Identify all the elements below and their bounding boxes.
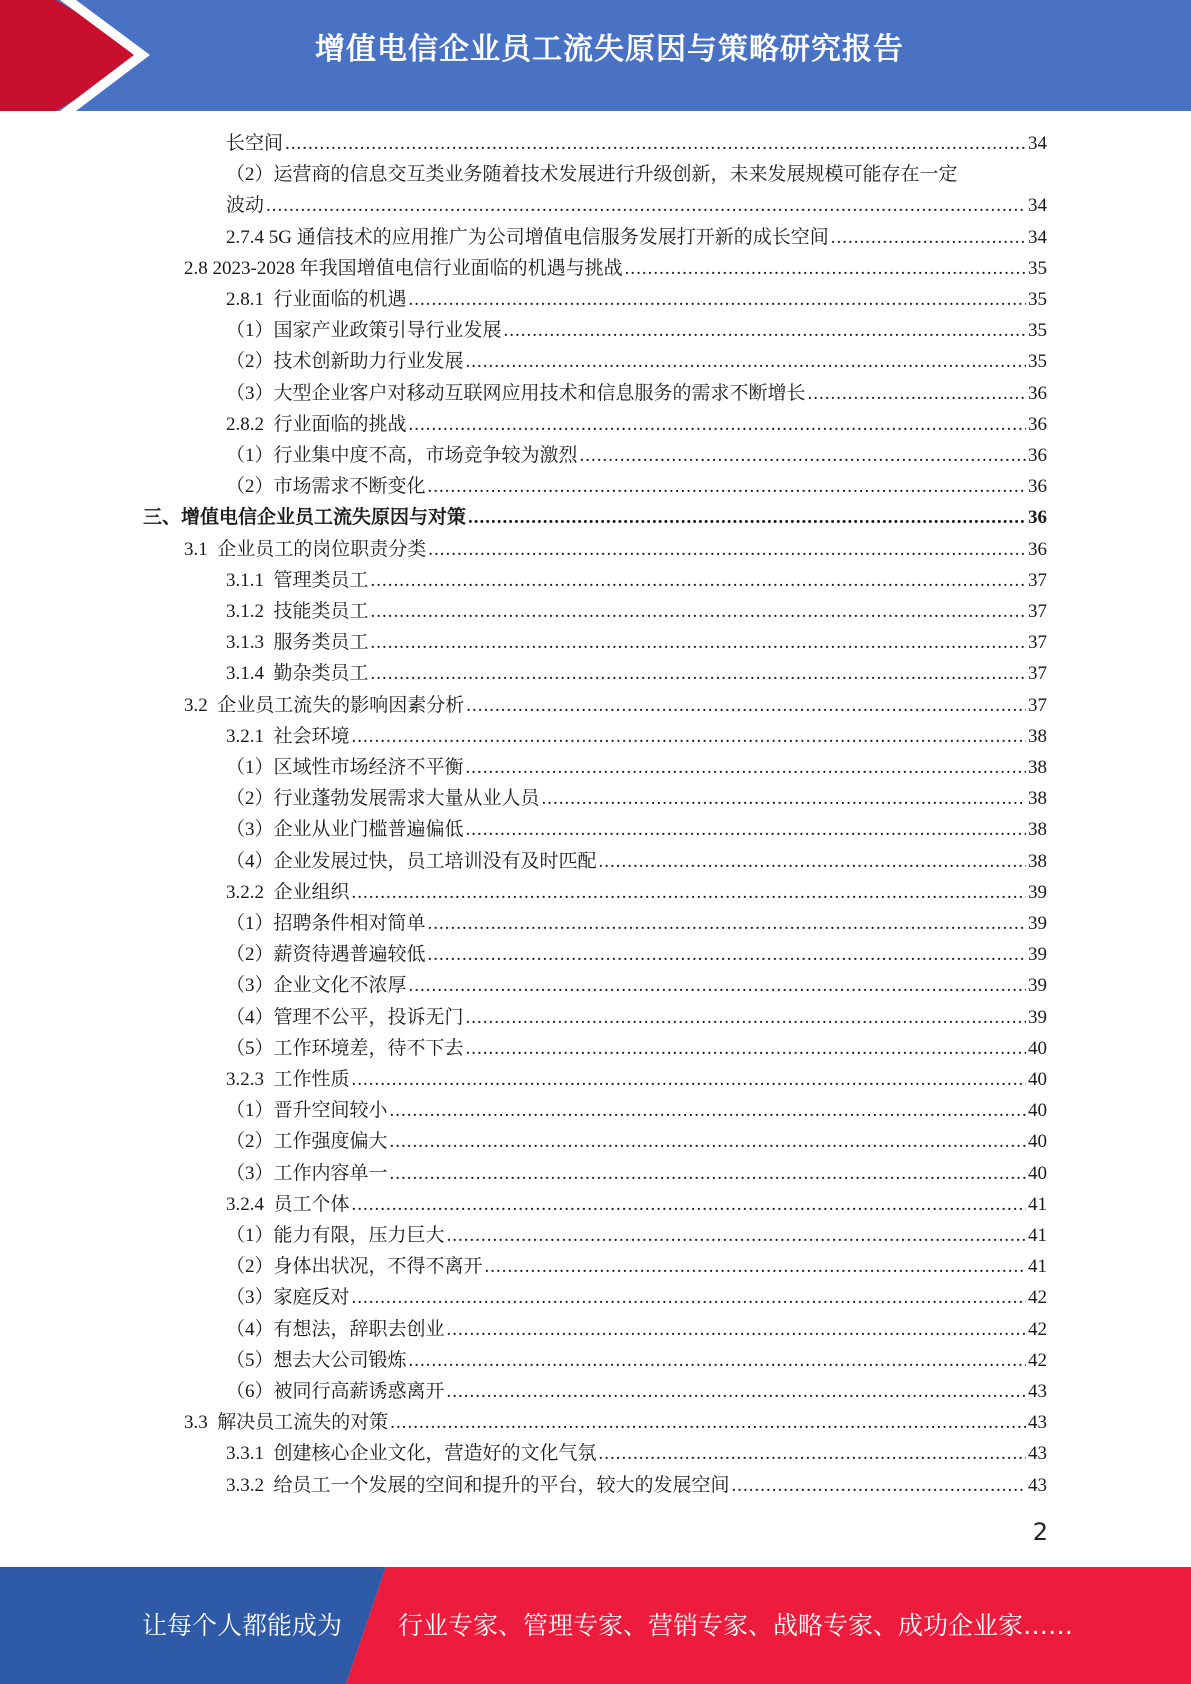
- toc-entry[interactable]: [184, 534, 1047, 565]
- toc-dot-leader: [580, 440, 1026, 471]
- toc-entry-title: 三、增值电信企业员工流失原因与对策: [143, 507, 467, 529]
- toc-entry-title: 管理类员工: [273, 569, 369, 591]
- toc-entry-title: 行业面临的挑战: [273, 413, 407, 435]
- toc-entry-title: （3）企业文化不浓厚: [226, 975, 407, 997]
- toc-entry-page: 39: [1028, 881, 1047, 903]
- page-number: 2: [1032, 1518, 1048, 1546]
- toc-entry-title: （2）运营商的信息交互类业务随着技术发展进行升级创新，未来发展规模可能存在一定: [226, 164, 958, 186]
- toc-entry-page: 37: [1028, 694, 1047, 716]
- toc-dot-leader: [466, 814, 1026, 845]
- toc-entry-title: 工作性质: [273, 1069, 350, 1090]
- toc-entry[interactable]: [226, 658, 1047, 689]
- toc-entry-number: 3.2: [184, 694, 218, 716]
- toc-dot-leader: [352, 1189, 1026, 1220]
- toc-entry[interactable]: [143, 502, 1047, 533]
- toc-entry-page: 38: [1028, 757, 1047, 778]
- toc-entry-page: 41: [1028, 1256, 1047, 1278]
- toc-dot-leader: [409, 409, 1026, 440]
- toc-entry-page: 42: [1028, 1287, 1047, 1309]
- toc-entry-title: （5）工作环境差，待不下去: [226, 1037, 464, 1059]
- toc-entry-number: 2.8.2: [226, 413, 274, 435]
- toc-entry-number: 2.8.1: [226, 289, 274, 310]
- toc-entry[interactable]: [226, 1314, 1047, 1345]
- toc-entry[interactable]: [226, 1376, 1047, 1407]
- toc-entry-title: （4）有想法，辞职去创业: [226, 1318, 445, 1340]
- toc-entry[interactable]: [226, 1002, 1047, 1033]
- toc-dot-leader: [428, 939, 1026, 970]
- toc-entry-page: 38: [1028, 850, 1047, 872]
- toc-entry-title: 企业员工的岗位职责分类: [217, 538, 427, 560]
- toc-entry-title: （1）行业集中度不高，市场竞争较为激烈: [226, 445, 578, 466]
- toc-entry-page: 34: [1028, 133, 1047, 154]
- toc-dot-leader: [371, 596, 1026, 627]
- toc-entry[interactable]: [226, 814, 1047, 845]
- toc-dot-leader: [352, 1282, 1026, 1313]
- toc-dot-leader: [428, 471, 1026, 502]
- toc-dot-leader: [468, 502, 1026, 533]
- toc-entry-title: （5）想去大公司锻炼: [226, 1349, 407, 1371]
- toc-dot-leader: [352, 1064, 1026, 1095]
- toc-entry-title: 行业面临的机遇: [273, 289, 407, 310]
- toc-entry-number: 3.2.1: [226, 725, 274, 747]
- toc-entry-number: 3.1.4: [226, 663, 274, 685]
- page-title: 增值电信企业员工流失原因与策略研究报告: [315, 32, 904, 67]
- toc-entry[interactable]: [226, 1345, 1047, 1376]
- toc-entry-number: 3.3.2: [226, 1474, 274, 1496]
- toc-dot-leader: [808, 378, 1026, 409]
- toc-entry-title: （2）工作强度偏大: [226, 1131, 388, 1153]
- toc-entry-page: 38: [1028, 819, 1047, 841]
- toc-entry[interactable]: [226, 190, 1047, 221]
- toc-dot-leader: [447, 1220, 1026, 1251]
- toc-entry-page: 34: [1028, 195, 1047, 217]
- toc-entry-title: 2.7.4 5G 通信技术的应用推广为公司增值电信服务发展打开新的成长空间: [226, 226, 829, 248]
- toc-entry-title: （2）行业蓬勃发展需求大量从业人员: [226, 788, 540, 810]
- toc-entry[interactable]: [226, 1282, 1047, 1313]
- toc-entry[interactable]: [226, 128, 1047, 159]
- toc-entry-number: 3.3.1: [226, 1443, 274, 1465]
- toc-entry-title: 服务类员工: [273, 632, 369, 654]
- toc-entry-page: 39: [1028, 975, 1047, 997]
- toc-entry-page: 38: [1028, 725, 1047, 747]
- toc-entry[interactable]: [226, 1126, 1047, 1157]
- toc-entry[interactable]: [226, 939, 1047, 970]
- toc-entry-title: （6）被同行高薪诱惑离开: [226, 1381, 445, 1402]
- toc-dot-leader: [447, 1376, 1026, 1407]
- toc-dot-leader: [371, 658, 1026, 689]
- toc-entry[interactable]: [226, 222, 1047, 253]
- toc-dot-leader: [390, 1407, 1026, 1438]
- toc-entry-page: 43: [1028, 1412, 1047, 1434]
- toc-entry[interactable]: [226, 627, 1047, 658]
- toc-entry[interactable]: [226, 1158, 1047, 1189]
- page-header: [0, 0, 1191, 111]
- toc-entry-title: 解决员工流失的对策: [217, 1412, 389, 1434]
- toc-entry-page: 36: [1028, 476, 1047, 498]
- toc-entry[interactable]: [226, 752, 1047, 783]
- toc-entry[interactable]: [226, 346, 1047, 377]
- toc-entry[interactable]: [226, 1033, 1047, 1064]
- toc-entry-title: 波动: [226, 195, 265, 217]
- toc-entry-title: 社会环境: [273, 725, 350, 747]
- toc-entry[interactable]: [226, 159, 1047, 190]
- toc-entry-page: 41: [1028, 1193, 1047, 1215]
- toc-dot-leader: [371, 627, 1026, 658]
- footer-slogan-left: 让每个人都能成为: [142, 1611, 343, 1640]
- toc-entry-page: 43: [1028, 1474, 1047, 1496]
- toc-entry-number: 3.1: [184, 538, 218, 560]
- toc-dot-leader: [285, 128, 1026, 159]
- toc-dot-leader: [599, 1438, 1026, 1469]
- toc-entry-title: （1）国家产业政策引导行业发展: [226, 320, 502, 342]
- toc-entry[interactable]: [226, 1095, 1047, 1126]
- toc-entry-page: 35: [1028, 351, 1047, 373]
- toc-dot-leader: [466, 690, 1026, 721]
- toc-entry-number: 3.2.4: [226, 1193, 274, 1215]
- toc-dot-leader: [447, 1314, 1026, 1345]
- toc-entry-page: 40: [1028, 1069, 1047, 1090]
- toc-dot-leader: [831, 222, 1026, 253]
- toc-dot-leader: [466, 1033, 1026, 1064]
- toc-dot-leader: [732, 1470, 1026, 1501]
- toc-entry-page: 41: [1028, 1225, 1047, 1246]
- toc-dot-leader: [542, 783, 1026, 814]
- toc-entry-page: 36: [1028, 413, 1047, 435]
- toc-entry[interactable]: [226, 877, 1047, 908]
- toc-entry-title: （1）能力有限，压力巨大: [226, 1225, 445, 1246]
- toc-entry-number: 3.1.2: [226, 601, 274, 622]
- toc-entry-page: 37: [1028, 632, 1047, 654]
- toc-entry-page: 34: [1028, 226, 1047, 248]
- toc-entry-title: 技能类员工: [273, 601, 369, 622]
- toc-entry-title: 创建核心企业文化，营造好的文化气氛: [273, 1443, 597, 1465]
- toc-dot-leader: [504, 315, 1026, 346]
- toc-entry[interactable]: [226, 315, 1047, 346]
- toc-entry-title: （2）身体出状况，不得不离开: [226, 1256, 483, 1278]
- toc-entry-number: 3.2.2: [226, 881, 274, 903]
- toc-entry[interactable]: [226, 565, 1047, 596]
- toc-dot-leader: [409, 1345, 1026, 1376]
- toc-dot-leader: [466, 1002, 1026, 1033]
- toc-entry-page: 37: [1028, 601, 1047, 622]
- toc-entry-title: （2）技术创新助力行业发展: [226, 351, 464, 373]
- toc-dot-leader: [409, 284, 1026, 315]
- toc-entry[interactable]: [226, 409, 1047, 440]
- toc-entry[interactable]: [226, 1438, 1047, 1469]
- toc-entry-page: 37: [1028, 569, 1047, 591]
- toc-entry-number: 3.1.1: [226, 569, 274, 591]
- toc-entry[interactable]: [226, 1064, 1047, 1095]
- toc-entry-title: （2）薪资待遇普遍较低: [226, 944, 426, 966]
- toc-dot-leader: [409, 970, 1026, 1001]
- toc-entry-page: 35: [1028, 320, 1047, 342]
- toc-dot-leader: [625, 253, 1026, 284]
- toc-entry-title: 企业组织: [273, 881, 350, 903]
- footer-slogan-right: 行业专家、管理专家、营销专家、战略专家、成功企业家……: [398, 1611, 1074, 1640]
- toc-entry-page: 39: [1028, 913, 1047, 934]
- toc-dot-leader: [390, 1095, 1026, 1126]
- toc-entry-number: 3.3: [184, 1412, 218, 1434]
- toc-entry-page: 40: [1028, 1100, 1047, 1122]
- toc-entry-number: 3.2.3: [226, 1069, 274, 1090]
- toc-entry[interactable]: [184, 690, 1047, 721]
- toc-entry[interactable]: [226, 970, 1047, 1001]
- toc-entry-page: 39: [1028, 1006, 1047, 1028]
- toc-entry-title: 2.8 2023-2028 年我国增值电信行业面临的机遇与挑战: [184, 257, 623, 279]
- toc-entry-title: （3）工作内容单一: [226, 1162, 388, 1184]
- toc-entry[interactable]: [226, 783, 1047, 814]
- toc-dot-leader: [466, 346, 1026, 377]
- toc-entry-title: （1）招聘条件相对简单: [226, 913, 426, 934]
- toc-entry-title: （1）区域性市场经济不平衡: [226, 757, 464, 778]
- toc-dot-leader: [485, 1251, 1026, 1282]
- toc-entry[interactable]: [226, 440, 1047, 471]
- toc-entry-title: 员工个体: [273, 1193, 350, 1215]
- toc-entry-title: 给员工一个发展的空间和提升的平台，较大的发展空间: [273, 1474, 730, 1496]
- toc-entry-title: （3）家庭反对: [226, 1287, 350, 1309]
- toc-dot-leader: [266, 190, 1026, 221]
- toc-entry-page: 42: [1028, 1349, 1047, 1371]
- toc-dot-leader: [371, 565, 1026, 596]
- toc-dot-leader: [352, 721, 1026, 752]
- toc-entry-title: 企业员工流失的影响因素分析: [217, 694, 465, 716]
- toc-entry[interactable]: [226, 721, 1047, 752]
- toc-entry[interactable]: [184, 1407, 1047, 1438]
- toc-entry[interactable]: [226, 1470, 1047, 1501]
- toc-entry[interactable]: [184, 253, 1047, 284]
- toc-entry[interactable]: [226, 1189, 1047, 1220]
- toc-entry-page: 39: [1028, 944, 1047, 966]
- toc-entry-page: 36: [1028, 507, 1047, 529]
- toc-entry-title: （4）管理不公平，投诉无门: [226, 1006, 464, 1028]
- toc-entry-page: 37: [1028, 663, 1047, 685]
- toc-dot-leader: [599, 846, 1026, 877]
- toc-entry[interactable]: [226, 846, 1047, 877]
- toc-entry-page: 43: [1028, 1443, 1047, 1465]
- toc-entry-page: 40: [1028, 1037, 1047, 1059]
- toc-entry-page: 38: [1028, 788, 1047, 810]
- page-footer: [0, 1567, 1191, 1684]
- toc-entry-page: 35: [1028, 257, 1047, 279]
- toc-dot-leader: [428, 908, 1026, 939]
- toc-entry[interactable]: [226, 1251, 1047, 1282]
- toc-entry-title: 长空间: [226, 133, 284, 154]
- toc-entry-page: 40: [1028, 1162, 1047, 1184]
- toc-dot-leader: [390, 1158, 1026, 1189]
- toc-entry-title: （3）企业从业门槛普遍偏低: [226, 819, 464, 841]
- toc-dot-leader: [352, 877, 1026, 908]
- toc-entry[interactable]: [226, 908, 1047, 939]
- toc-dot-leader: [390, 1126, 1026, 1157]
- toc-entry-title: （3）大型企业客户对移动互联网应用技术和信息服务的需求不断增长: [226, 382, 806, 404]
- toc-entry-page: 36: [1028, 382, 1047, 404]
- toc-entry-page: 42: [1028, 1318, 1047, 1340]
- toc-dot-leader: [466, 752, 1026, 783]
- toc-entry-page: 40: [1028, 1131, 1047, 1153]
- toc-entry-page: 35: [1028, 289, 1047, 310]
- toc-entry-page: 36: [1028, 538, 1047, 560]
- toc-entry-title: （1）晋升空间较小: [226, 1100, 388, 1122]
- toc-dot-leader: [428, 534, 1026, 565]
- toc-entry-number: 3.1.3: [226, 632, 274, 654]
- toc-entry-page: 43: [1028, 1381, 1047, 1402]
- toc-entry[interactable]: [226, 471, 1047, 502]
- toc-entry[interactable]: [226, 596, 1047, 627]
- toc-entry[interactable]: [226, 1220, 1047, 1251]
- toc-entry-title: （4）企业发展过快，员工培训没有及时匹配: [226, 850, 597, 872]
- toc-entry-title: （2）市场需求不断变化: [226, 476, 426, 498]
- toc-entry-title: 勤杂类员工: [273, 663, 369, 685]
- toc-entry[interactable]: [226, 378, 1047, 409]
- toc-entry-page: 36: [1028, 445, 1047, 466]
- toc-entry[interactable]: [226, 284, 1047, 315]
